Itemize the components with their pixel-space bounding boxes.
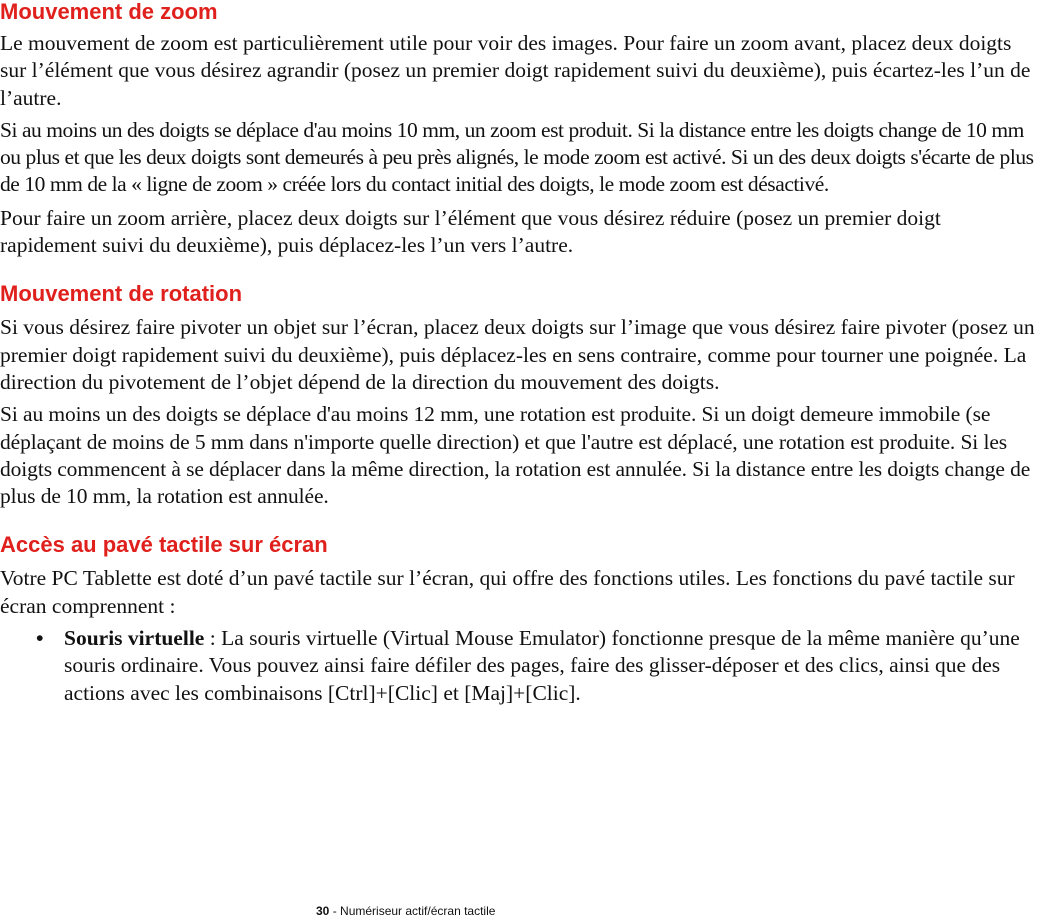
section-heading-rotation: Mouvement de rotation <box>0 281 243 307</box>
paragraph-zoom-intro: Le mouvement de zoom est particulièrement utile pour voir des images. Pour faire un zoom avant, placez deux doigts sur l’élément que vous désirez agrandir (posez un premier doigt rapidement suivi du deuxième), puis écartez-les l’un de l’autre. <box>0 31 1031 110</box>
footer-title: Numériseur actif/écran tactile <box>340 904 496 918</box>
paragraph-zoom-conditions: Si au moins un des doigts se déplace d'au moins 10 mm, un zoom est produit. Si la distance entre les doigts change de 10 mm ou plus et que les deux doigts sont demeurés à peu près alignés, le mode zoom est activé. Si un des deux doigts s'écarte de plus de 10 mm de la « ligne de zoom » créée lors du contact initial des doigts, le mode zoom est désactivé. <box>0 117 1034 197</box>
paragraph-zoom-out: Pour faire un zoom arrière, placez deux doigts sur l’élément que vous désirez réduire (posez un premier doigt rapidement suivi du deuxième), puis déplacez-les l’un vers l’autre. <box>0 205 941 258</box>
bullet-text: : La souris virtuelle (Virtual Mouse Emulator) fonctionne presque de la même manière qu’une souris ordinaire. Vous pouvez ainsi faire défiler des pages, faire des glisser-déposer et des clics, ainsi que des actions avec les combinaisons [Ctrl]+[Clic] et [Maj]+[Clic]. <box>64 626 1020 705</box>
section-heading-touchpad: Accès au pavé tactile sur écran <box>0 532 328 558</box>
list-item <box>0 625 1041 707</box>
bullet-term: Souris virtuelle <box>64 626 205 651</box>
footer-separator: - <box>329 904 341 918</box>
paragraph-rotation-conditions: Si au moins un des doigts se déplace d'au moins 12 mm, une rotation est produite. Si un doigt demeure immobile (se déplaçant de moins de 5 mm dans n'importe quelle direction) et que l'autre est déplacé, une rotation est produite. Si les doigts commencent à se déplacer dans la même direction, la rotation est annulée. Si la distance entre les doigts change de plus de 10 mm, la rotation est annulée. <box>0 402 1031 509</box>
page-number: 30 <box>316 904 330 918</box>
paragraph-rotation-intro: Si vous désirez faire pivoter un objet sur l’écran, placez deux doigts sur l’image que vous désirez faire pivoter (posez un premier doigt rapidement suivi du deuxième), puis déplacez-les en sens contraire, comme pour tourner une poignée. La direction du pivotement de l’objet dépend de la direction du mouvement des doigts. <box>0 315 1035 394</box>
page-footer <box>316 904 495 918</box>
bullet-icon: • <box>36 626 44 651</box>
paragraph-touchpad-intro: Votre PC Tablette est doté d’un pavé tactile sur l’écran, qui offre des fonctions utiles. Les fonctions du pavé tactile sur écran comprennent : <box>0 566 1015 618</box>
section-heading-zoom: Mouvement de zoom <box>0 0 218 24</box>
